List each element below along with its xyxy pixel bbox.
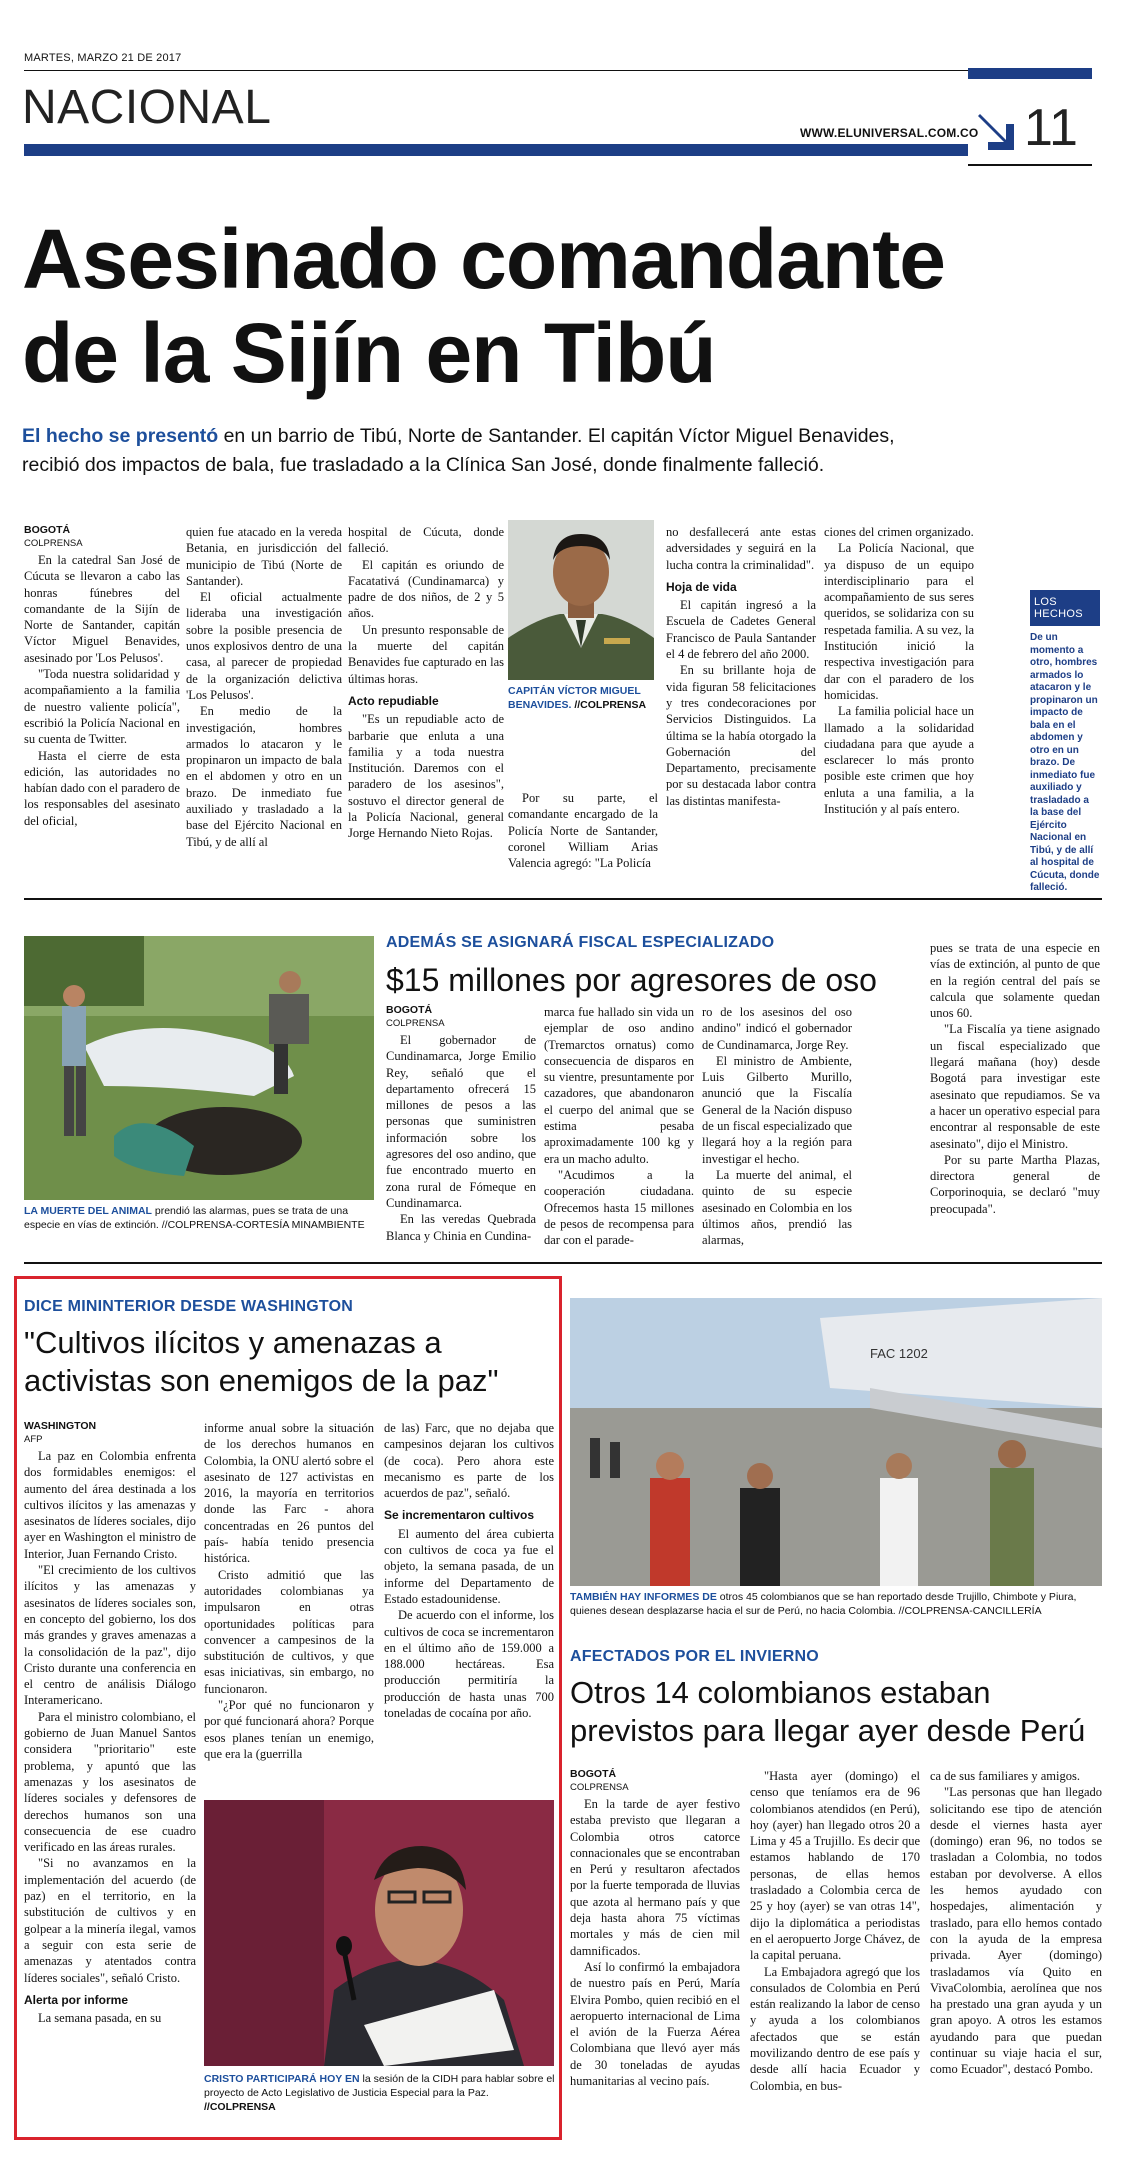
main-headline — [22, 212, 945, 400]
crops-col-3 — [384, 1420, 554, 1794]
main-col1-p1: En la catedral San José de Cúcuta se llevaron a cabo las honras fúnebres del comandante de la Sijín de Norte de Santander, capitán Víctor Miguel Benavides, asesinado por 'Los Pelusos'. — [24, 553, 180, 665]
bear-kicker: ADEMÁS SE ASIGNARÁ FISCAL ESPECIALIZADO — [386, 934, 775, 951]
main-col3-b-p1: "Es un repudiable acto de barbarie que enluta a una familia y a toda nuestra Institución. Daremos con el paradero de los asesinos", sostuvo el director general de la Policía Nacional, general Jorge Hernando Nieto Rojas. — [348, 712, 504, 841]
peru-col-3 — [930, 1768, 1102, 2138]
main-deck — [22, 422, 1102, 480]
main-col-6 — [824, 524, 974, 884]
main-col1-p3: Hasta el cierre de esta edición, las autoridades no habían dado con el paradero de los responsables del asesinato del oficial, — [24, 748, 180, 828]
bear-col3-p3: La muerte del animal, el quinto de su especie asesinado en Colombia en los últimos años, prendió las alarmas, — [702, 1167, 852, 1248]
main-col4-p1: Por su parte, el comandante encargado de la Policía Norte de Santander, coronel William Arias Valencia agregó: "La Policía — [508, 791, 658, 871]
peru-col3-p2: "Las personas que han llegado solicitando ese tipo de atención desde el viernes hasta ayer (domingo) eran 96, no todos se trasladan a Colombia, no todos estaban por devolverse. A ellos les hemos ayudado con hospedajes, alimentación y traslado, para ello hemos contado con la ayuda de la empresa privada. Ayer (domingo) trasladamos vía Quito en VivaColombia, aerolínea que nos ha prestado una gran ayuda y un gran apoyo. A otros les estamos ayudando para que puedan continuar su viaje hacia el sur, como Ecuador", destacó Pombo. — [930, 1785, 1102, 2077]
crops-col3-b-p2: De acuerdo con el informe, los cultivos de coca se incrementaron en el último año de 159.000 a 188.000 hectáreas. Esa producción permitiría la producción de hasta unas 700 toneladas de cocaína por año. — [384, 1608, 554, 1721]
portrait-illustration — [508, 520, 654, 680]
crops-headline — [24, 1324, 499, 1400]
bear-col-2 — [544, 1004, 694, 1248]
main-headline-line2: de la Sijín en Tibú — [22, 306, 716, 400]
bear-col2-p1: marca fue hallado sin vida un ejemplar de oso andino (Tremarctos ornatus) como consecuencia de disparos en su vientre, presuntamente por cazadores, que abandonaron el cuerpo del animal que se estima pesaba aproximadamente 100 kg y era un macho adulto. — [544, 1005, 694, 1166]
main-col3-p3: Un presunto responsable de la muerte del capitán Benavides fue capturado en las últimas horas. — [348, 622, 504, 686]
peru-col2-p1: "Hasta ayer (domingo) el censo que teníamos era de 96 colombianos atendidos (en Perú), hoy (ayer) han llegado otros 20 a Lima y 45 a Trujillo. Es decir que estamos hablando de 170 personas, de ellas hemos trasladado a Colombia cerca de 25 y hoy (ayer) se van otras 14", dijo la diplomática a periodistas en el aeropuerto Jorge Chávez, de la capital peruana. — [750, 1769, 920, 1963]
deck-highlight: El hecho se presentó — [22, 425, 219, 447]
crops-col1-b-p1: La semana pasada, en su — [38, 2011, 162, 2026]
crops-col-2 — [204, 1420, 374, 1794]
crops-col2-p1: informe anual sobre la situación de los derechos humanos en Colombia, la ONU alertó sobre el asesinato de 127 activistas en 2016, la mayoría en territorios donde las Farc - ahora concentradas en 26 puntos del país- había tenido presencia histórica. — [204, 1421, 374, 1566]
minister-photo — [204, 1800, 554, 2066]
crops-col1-p1: La paz en Colombia enfrenta dos formidables enemigos: el aumento del área destinada a los cultivos ilícitos y las amenazas y asesinatos de líderes sociales, dijo ayer en Washington el ministro de Interior, Juan Fernando Cristo. — [24, 1449, 196, 1561]
plane-marking: FAC 1202 — [870, 1346, 928, 1361]
header-accent-bar — [968, 68, 1092, 79]
sidebar-hechos — [1030, 590, 1100, 893]
website-url[interactable]: WWW.ELUNIVERSAL.COM.CO — [800, 126, 979, 140]
crops-headline-line2: activistas son enemigos de la paz" — [24, 1363, 499, 1398]
main-col2-p3: En medio de la investigación, hombres armados lo atacaron y le propinaron un impacto de bala en el abdomen y otro en un brazo. De inmediato fue auxiliado y trasladado a la base del Ejército Nacional en Tibú, y de allí al — [186, 704, 342, 849]
peru-headline — [570, 1674, 1085, 1750]
peru-dateline: BOGOTÁ — [570, 1768, 617, 1780]
captain-portrait-photo — [508, 520, 654, 680]
main-col5-p1: no desfallecerá ante estas adversidades y seguirá en la lucha contra la criminalidad". — [666, 525, 816, 572]
main-col1-p2: "Toda nuestra solidaridad y acompañamiento a la familia de nuestro valiente policía", escribió la Policía Nacional en su cuenta de Twitter. — [24, 667, 180, 747]
airport-photo-illustration — [570, 1298, 1102, 1586]
main-col-1 — [24, 524, 180, 884]
bear-agency: COLPRENSA — [386, 1018, 445, 1029]
bear-caption-rest: prendió las alarmas, pues se trata de una especie en vías de extinción. //COLPRENSA-CORTESÍA MINAMBIENTE — [24, 1205, 365, 1231]
header-blue-rule — [24, 144, 968, 156]
issue-date: MARTES, MARZO 21 DE 2017 — [24, 52, 182, 64]
header-page-underline — [968, 164, 1092, 166]
airport-caption-rest: otros 45 colombianos que se han reportado desde Trujillo, Chimbote y Piura, quienes desean desplazarse hacia el sur de Perú, no hacia Colombia. //COLPRENSA-CANCILLERÍA — [570, 1591, 1077, 1617]
main-col3-p2: El capitán es oriundo de Facatativá (Cundinamarca) y padre de dos niños, de 2 y 5 años. — [348, 557, 504, 621]
main-col6-p3: La familia policial hace un llamado a la solidaridad ciudadana para que ayude a esclarecer lo más pronto posible este crimen que hoy enluta a una familia, a la Institución y al país entero. — [824, 704, 974, 817]
bear-col1-p1: El gobernador de Cundinamarca, Jorge Emilio Rey, señaló que el departamento ofrecerá 15 millones de pesos a las personas que suministren información sobre los agresores del oso andino, que fue encontrado muerto en zona rural de Fómeque en Cundinamarca. — [386, 1033, 536, 1210]
main-col-4 — [508, 790, 658, 886]
airport-photo-caption — [570, 1590, 1100, 1618]
peru-kicker: AFECTADOS POR EL INVIERNO — [570, 1648, 819, 1665]
main-col2-p1: quien fue atacado en la vereda Betania, en jurisdicción del municipio de Tibú (Norte de Santander). — [186, 525, 342, 588]
sidebar-title: LOS HECHOS — [1030, 590, 1100, 626]
crops-col2-p2: Cristo admitió que las autoridades colombianas ya impulsaron en otras oportunidades políticas para convencer a campesinos de la substitución de cultivos, y que esas iniciativas, sin embargo, no funcionaron. — [204, 1567, 374, 1696]
main-col-3 — [348, 524, 504, 884]
bear-story-bottom-rule — [24, 1262, 1102, 1264]
bear-col2-p2: "Acudimos a la cooperación ciudadana. Ofrecemos hasta 15 millones de pesos de recompensa para dar con el parade- — [544, 1167, 694, 1248]
page-number: 11 — [1024, 99, 1078, 157]
main-headline-line1: Asesinado comandante — [22, 212, 945, 306]
bear-photo-caption — [24, 1204, 374, 1232]
header-top-rule — [24, 70, 968, 71]
main-col6-p2: La Policía Nacional, que ya dispuso de un equipo interdisciplinario para el acompañamiento de sus seres queridos, se solidariza con su respetada familia. A su vez, la Institución inició la respectiva investigación para dar con el paradero de los homicidas. — [824, 541, 974, 702]
peru-col1-p1: En la tarde de ayer festivo estaba previsto que llegaran a Colombia otros catorce connacionales que se encontraban en Perú y resultaron afectados por la fuerte temporada de lluvias que azota al hermano país y que deja hasta ahora 75 víctimas mortales y más de cien mil damnificados. — [570, 1797, 740, 1958]
peru-headline-line2: previstos para llegar ayer desde Perú — [570, 1713, 1086, 1748]
peru-headline-line1: Otros 14 colombianos estaban — [570, 1675, 991, 1710]
peru-col2-p2: La Embajadora agregó que los consulados de Colombia en Perú están realizando la labor de censo y ayuda a los colombianos afectados que se están movilizando dentro de ese país y desde allí hacia Ecuador y Colombia, en bus- — [750, 1964, 920, 2093]
crops-headline-line1: "Cultivos ilícitos y amenazas a — [24, 1325, 442, 1360]
bear-col-4 — [930, 940, 1100, 1236]
main-col-2 — [186, 524, 342, 884]
crops-kicker: DICE MININTERIOR DESDE WASHINGTON — [24, 1298, 353, 1315]
bear-col4-p2: "La Fiscalía ya tiene asignado un fiscal especializado que llegará mañana (hoy) desde Bogotá para investigar este asesinato que repudiamos. Se va a hacer un operativo especial para encontrar al responsable de este asesinato", dijo el Ministro. — [930, 1022, 1100, 1151]
minister-caption-credit: //COLPRENSA — [204, 2101, 276, 2113]
minister-photo-illustration — [204, 1800, 554, 2066]
crops-agency: AFP — [24, 1434, 43, 1445]
peru-col1-p2: Así lo confirmó la embajadora de nuestro país en Perú, María Elvira Pombo, quien recibió en el aeropuerto internacional de Lima el avión de la Fuerza Aérea Colombiana que llevó ayer más de 30 toneladas de ayudas humanitarias al vecino país. — [570, 1959, 740, 2089]
minister-caption-rest: la sesión de la CIDH para hablar sobre el proyecto de Acto Legislativo de Justicia Especial para la Paz. — [204, 2073, 555, 2099]
crops-col1-p2: "El crecimiento de los cultivos ilícitos y las amenazas y asesinatos de líderes sociales son, en concepto del gobierno, los dos más grandes y graves amenazas a la consolidación de la paz", dijo Cristo durante una conferencia en el centro de análisis Diálogo Interamericano. — [24, 1563, 196, 1708]
main-col3-p1: hospital de Cúcuta, donde falleció. — [348, 525, 504, 556]
portrait-caption — [508, 684, 658, 712]
main-col5-b-p1: El capitán ingresó a la Escuela de Cadetes General Francisco de Paula Santander el 4 de febrero del año 2000. — [666, 598, 816, 662]
bear-photo — [24, 936, 374, 1200]
main-col6-p1: ciones del crimen organizado. — [824, 525, 974, 539]
crops-col-1 — [24, 1420, 196, 2130]
crops-col3-subhead: Se incrementaron cultivos — [384, 1508, 535, 1523]
arrow-icon — [976, 110, 1022, 156]
crops-col1-subhead: Alerta por informe — [24, 1992, 129, 2007]
airport-photo — [570, 1298, 1102, 1586]
portrait-caption-bold: CAPITÁN VÍCTOR MIGUEL BENAVIDES. — [508, 685, 641, 711]
bear-col-1 — [386, 1004, 536, 1243]
minister-caption-bold: CRISTO PARTICIPARÁ HOY EN — [204, 2073, 360, 2085]
deck-line2: recibió dos impactos de bala, fue trasladado a la Clínica San José, donde finalmente falleció. — [22, 454, 825, 476]
bear-col3-p2: El ministro de Ambiente, Luis Gilberto Murillo, anunció que la Fiscalía General de la Nación dispuso de un fiscal especializado que llegará hoy a la región para investigar el hecho. — [702, 1053, 852, 1166]
bear-dateline: BOGOTÁ — [386, 1004, 433, 1016]
main-dateline: BOGOTÁ — [24, 524, 71, 536]
section-title: NACIONAL — [22, 81, 272, 134]
bear-headline: $15 millones por agresores de oso — [386, 962, 877, 998]
crops-col1-p3: Para el ministro colombiano, el gobierno de Juan Manuel Santos considera "prioritario" este problema, y apuntó que las amenazas y los asesinatos de líderes sociales y defensores de derechos humanos son una consecuencia de ese cuadro verificado en las áreas rurales. — [24, 1709, 196, 1855]
main-agency: COLPRENSA — [24, 538, 83, 549]
crops-col1-p4: "Si no avanzamos en la implementación del acuerdo (de paz) en el territorio, en la substitución de cultivos y en golpear a la minería ilegal, vamos a seguir con esta serie de amenazas y atentados contra líderes sociales", señaló Cristo. — [24, 1856, 196, 1985]
bear-col4-p1: pues se trata de una especie en vías de extinción, al punto de que en la región central del país se calcula que solamente quedan unos 60. — [930, 941, 1100, 1021]
main-col-5 — [666, 524, 816, 884]
crops-col3-b-p1: El aumento del área cubierta con cultivos de coca ya fue el objeto, la semana pasada, de un informe del Departamento de Estado estadounidense. — [384, 1526, 554, 1606]
bear-col1-p2: En las veredas Quebrada Blanca y Chinia en Cundina- — [386, 1212, 536, 1243]
main-col5-subhead: Hoja de vida — [666, 579, 737, 594]
bear-col4-p3: Por su parte Martha Plazas, directora general de Corporinoquia, se declaró "muy preocupada". — [930, 1152, 1100, 1216]
crops-col2-p3: "¿Por qué no funcionaron y por qué funcionará ahora? Porque esos planes tenían un enemigo, que era la (guerrilla — [204, 1698, 374, 1761]
peru-agency: COLPRENSA — [570, 1782, 629, 1793]
crops-dateline: WASHINGTON — [24, 1420, 97, 1432]
crops-col3-p1: de las) Farc, que no dejaba que campesinos dejaran los cultivos (de coca). Pero ahora este mecanismo es parte de los acuerdos de paz", señaló. — [384, 1421, 554, 1501]
main-col2-p2: El oficial actualmente lideraba una investigación sobre la posible presencia de unos explosivos dentro de una casa, al parecer de propiedad de la organización delictiva 'Los Pelusos'. — [186, 590, 342, 702]
airport-caption-bold: TAMBIÉN HAY INFORMES DE — [570, 1591, 717, 1603]
sidebar-text: De un momento a otro, hombres armados lo atacaron y le propinaron un impacto de bala en el abdomen y otro en un brazo. De inmediato fue auxiliado y trasladado a la base del Ejército Nacional en Tibú, y de allí al hospital de Cúcuta, donde falleció. — [1030, 632, 1100, 893]
main-story-bottom-rule — [24, 898, 1102, 900]
bear-caption-bold: LA MUERTE DEL ANIMAL — [24, 1205, 152, 1217]
deck-rest-line1: en un barrio de Tibú, Norte de Santander. El capitán Víctor Miguel Benavides, — [218, 425, 895, 447]
bear-photo-illustration — [24, 936, 374, 1200]
portrait-caption-credit: //COLPRENSA — [571, 699, 647, 711]
main-col3-subhead: Acto repudiable — [348, 693, 439, 708]
bear-col-3 — [702, 1004, 852, 1248]
main-col5-b-p2: En su brillante hoja de vida figuran 58 felicitaciones y tres condecoraciones por Servicios Distinguidos. La última se la había otorgado la Gobernación del Departamento, precisamente por su destacada labor contra las distintas manifesta- — [666, 663, 816, 808]
peru-col3-p1: ca de sus familiares y amigos. — [930, 1769, 1080, 1783]
peru-col-1 — [570, 1768, 740, 2138]
minister-photo-caption — [204, 2072, 556, 2114]
peru-col-2 — [750, 1768, 920, 2138]
bear-col3-p1: ro de los asesinos del oso andino" indicó el gobernador de Cundinamarca, Jorge Rey. — [702, 1005, 852, 1052]
